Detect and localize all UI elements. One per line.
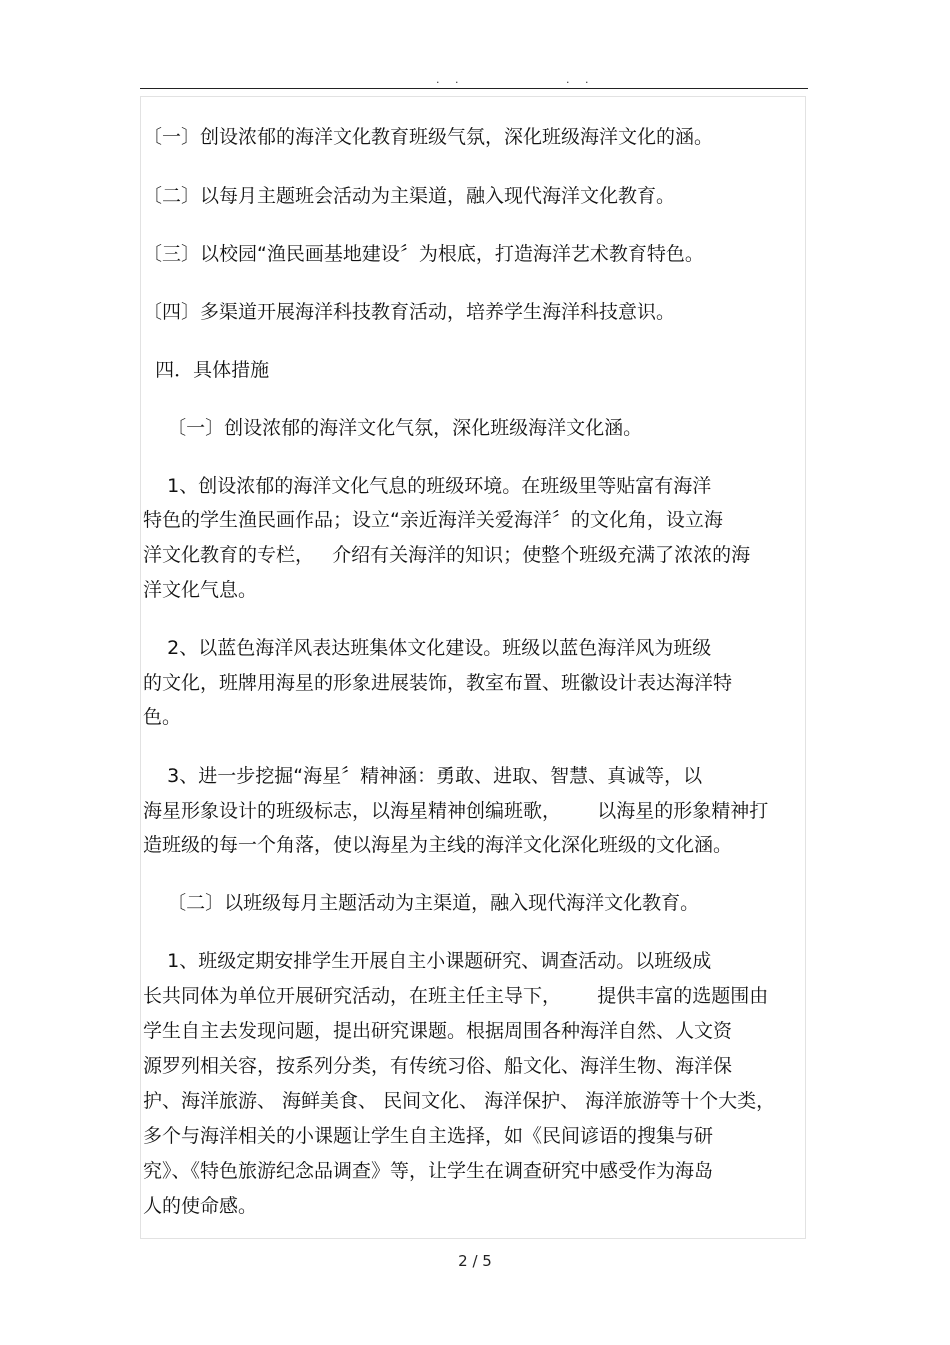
paragraph-3-line-2: 海星形象设计的班级标志，以海星精神创编班歌， 以海星的形象精神打 xyxy=(143,800,769,822)
paragraph-2-line-3: 色。 xyxy=(143,706,182,728)
paragraph-4-line-1: 1、班级定期安排学生开展自主小课题研究、调查活动。以班级成 xyxy=(143,950,712,972)
goal-line-3: 〔三〕以校园“渔民画基地建设〞为根底，打造海洋艺术教育特色。 xyxy=(143,243,704,265)
paragraph-1-line-1: 1、创设浓郁的海洋文化气息的班级环境。在班级里等贴富有海洋 xyxy=(143,475,712,497)
goal-line-2: 〔二〕以每月主题班会活动为主渠道，融入现代海洋文化教育。 xyxy=(143,185,676,207)
paragraph-4-line-2: 长共同体为单位开展研究活动，在班主任主导下， 提供丰富的选题围由 xyxy=(143,985,769,1007)
paragraph-3-line-3: 造班级的每一个角落，使以海星为主线的海洋文化深化班级的文化涵。 xyxy=(143,834,733,856)
paragraph-4-line-3: 学生自主去发现问题，提出研究课题。根据周围各种海洋自然、人文资 xyxy=(143,1020,733,1042)
paragraph-1-line-4: 洋文化气息。 xyxy=(143,579,258,601)
section-heading: 四．具体措施 xyxy=(143,359,270,381)
goal-line-4: 〔四〕多渠道开展海洋科技教育活动，培养学生海洋科技意识。 xyxy=(143,301,676,323)
header-dots-left: . . xyxy=(436,73,465,86)
paragraph-2-line-2: 的文化，班牌用海星的形象进展装饰，教室布置、班徽设计表达海洋特 xyxy=(143,672,733,694)
paragraph-2-line-1: 2、以蓝色海洋风表达班集体文化建设。班级以蓝色海洋风为班级 xyxy=(143,637,712,659)
paragraph-3-line-1: 3、进一步挖掘“海星〞精神涵：勇敢、进取、智慧、真诚等，以 xyxy=(143,765,703,787)
paragraph-4-line-5: 护、海洋旅游、 海鲜美食、 民间文化、 海洋保护、 海洋旅游等十个大类， xyxy=(143,1090,776,1112)
paragraph-4-line-6: 多个与海洋相关的小课题让学生自主选择，如《民间谚语的搜集与研 xyxy=(143,1125,714,1147)
page-number: 2 / 5 xyxy=(458,1252,492,1270)
header-rule xyxy=(140,88,808,89)
header-dots-right: . . xyxy=(566,73,595,86)
paragraph-4-line-4: 源罗列相关容，按系列分类，有传统习俗、船文化、海洋生物、海洋保 xyxy=(143,1055,733,1077)
subsection-heading-2: 〔二〕以班级每月主题活动为主渠道，融入现代海洋文化教育。 xyxy=(143,892,700,914)
paragraph-4-line-7: 究》、《特色旅游纪念品调查》等，让学生在调查研究中感受作为海岛 xyxy=(143,1160,714,1182)
paragraph-1-line-2: 特色的学生渔民画作品；设立“亲近海洋关爱海洋〞的文化角，设立海 xyxy=(143,509,723,531)
paragraph-4-line-8: 人的使命感。 xyxy=(143,1195,258,1217)
subsection-heading-1: 〔一〕创设浓郁的海洋文化气氛，深化班级海洋文化涵。 xyxy=(143,417,643,439)
paragraph-1-line-3: 洋文化教育的专栏， 介绍有关海洋的知识；使整个班级充满了浓浓的海 xyxy=(143,544,751,566)
goal-line-1: 〔一〕创设浓郁的海洋文化教育班级气氛，深化班级海洋文化的涵。 xyxy=(143,126,714,148)
